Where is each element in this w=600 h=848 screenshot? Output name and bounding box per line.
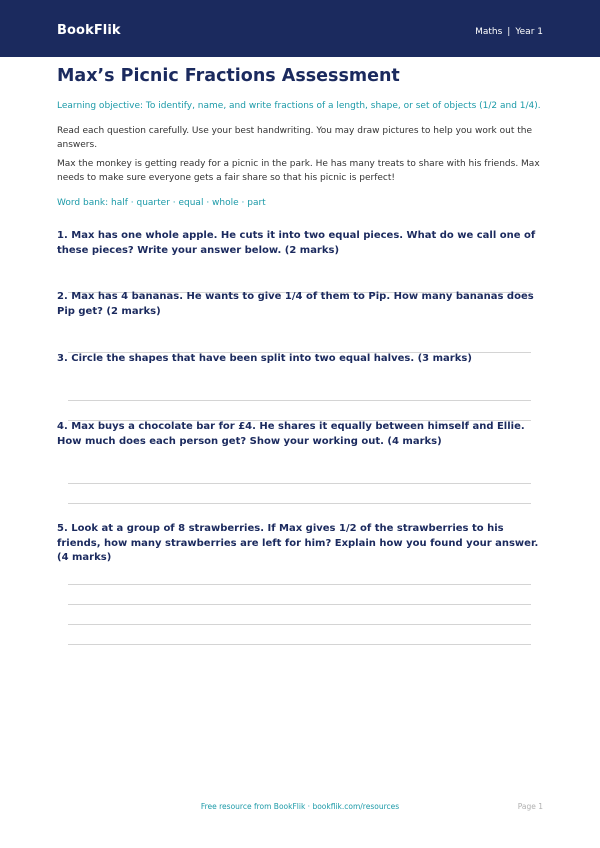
question-4: 4. Max buys a chocolate bar for £4. He shares it equally between himself and Ellie. How much does each person get? Show your working out. (4 marks) [57, 421, 525, 447]
question-3: 3. Circle the shapes that have been split into two equal halves. (3 marks) [57, 353, 472, 364]
question-2: 2. Max has 4 bananas. He wants to give 1/4 of them to Pip. How many bananas does Pip get? (2 marks) [57, 291, 534, 317]
story-paragraph: Max the monkey is getting ready for a picnic in the park. He has many treats to share with his friends. Max needs to make sure everyone gets a fair share so that his picnic is perfect! [57, 159, 540, 183]
answer-line[interactable] [68, 604, 531, 605]
subject-year-label [475, 27, 543, 37]
brand-logo[interactable]: BookFlik [57, 23, 121, 38]
year-label: Year 1 [515, 27, 543, 37]
question-5: 5. Look at a group of 8 strawberries. If Max gives 1/2 of the strawberries to his friends, how many strawberries are left for him? Explain how you found your answer. (4 marks) [57, 523, 539, 563]
footer-credit[interactable]: Free resource from BookFlik · bookflik.com/resources [200, 802, 400, 811]
answer-line[interactable] [68, 624, 531, 625]
question-1: 1. Max has one whole apple. He cuts it into two equal pieces. What do we call one of these pieces? Write your answer below. (2 marks) [57, 230, 536, 256]
subject-label: Maths [475, 27, 503, 37]
answer-line[interactable] [68, 400, 531, 401]
instructions-paragraph: Read each question carefully. Use your best handwriting. You may draw pictures to help you work out the answers. [57, 126, 532, 150]
page-title: Max’s Picnic Fractions Assessment [57, 66, 400, 86]
answer-line[interactable] [68, 503, 531, 504]
answer-line[interactable] [68, 584, 531, 585]
page-number: Page 1 [517, 802, 543, 811]
answer-line[interactable] [68, 483, 531, 484]
word-bank: Word bank: half · quarter · equal · whole · part [57, 198, 266, 208]
header-bar [0, 0, 600, 57]
learning-objective: Learning objective: To identify, name, and write fractions of a length, shape, or set of objects (1/2 and 1/4). [57, 101, 541, 111]
answer-line[interactable] [68, 644, 531, 645]
separator: | [507, 27, 511, 37]
